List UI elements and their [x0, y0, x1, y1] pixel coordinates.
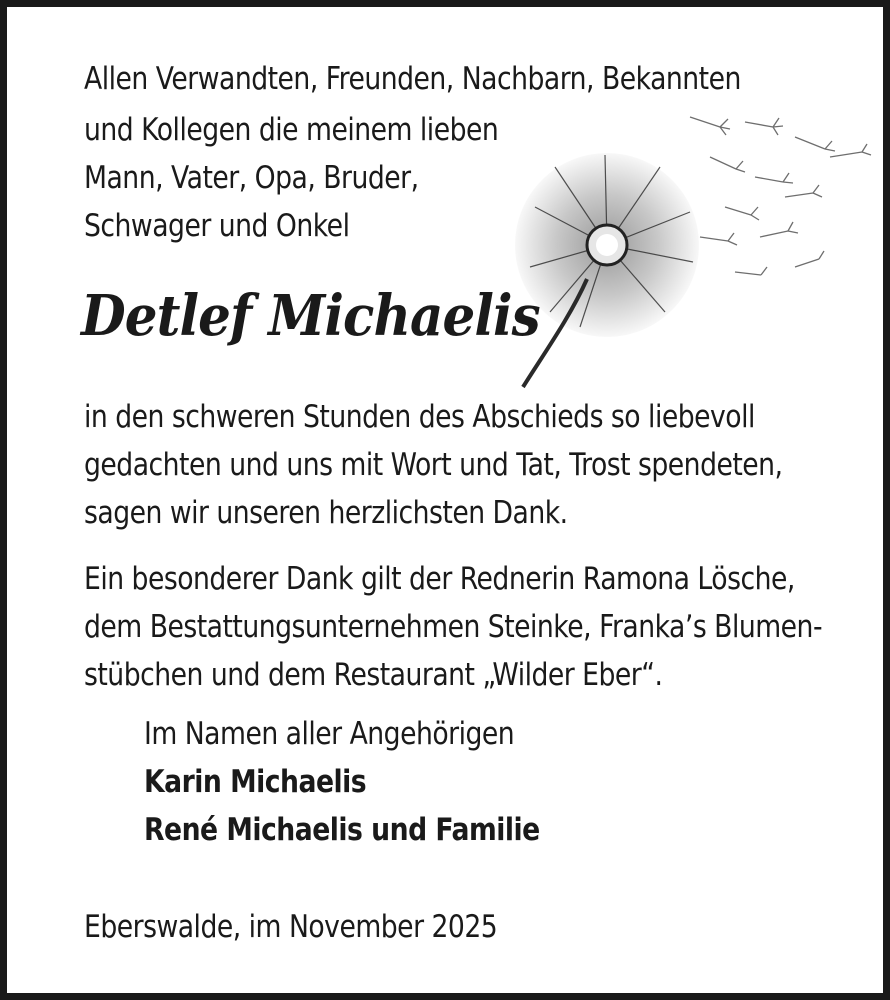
- signature-name: René Michaelis und Familie: [144, 812, 540, 848]
- body-line: gedachten und uns mit Wort und Tat, Trost spendeten,: [84, 447, 783, 483]
- dandelion-icon: [495, 97, 880, 397]
- intro-line: Mann, Vater, Opa, Bruder,: [84, 160, 419, 196]
- intro-line: Allen Verwandten, Freunden, Nachbarn, Bekannten: [84, 61, 741, 97]
- intro-line: und Kollegen die meinem lieben: [84, 112, 499, 148]
- thanks-line: stübchen und dem Restaurant „Wilder Eber“.: [84, 657, 663, 693]
- deceased-name: Detlef Michaelis: [81, 283, 540, 349]
- body-line: sagen wir unseren herzlichsten Dank.: [84, 495, 568, 531]
- body-line: in den schweren Stunden des Abschieds so liebevoll: [84, 399, 755, 435]
- place-date: Eberswalde, im November 2025: [84, 909, 498, 945]
- intro-line: Schwager und Onkel: [84, 208, 350, 244]
- signature-preface: Im Namen aller Angehörigen: [144, 716, 515, 752]
- thanks-line: dem Bestattungsunternehmen Steinke, Franka’s Blumen-: [84, 609, 823, 645]
- signature-name: Karin Michaelis: [144, 764, 367, 800]
- thanks-line: Ein besonderer Dank gilt der Rednerin Ramona Lösche,: [84, 561, 795, 597]
